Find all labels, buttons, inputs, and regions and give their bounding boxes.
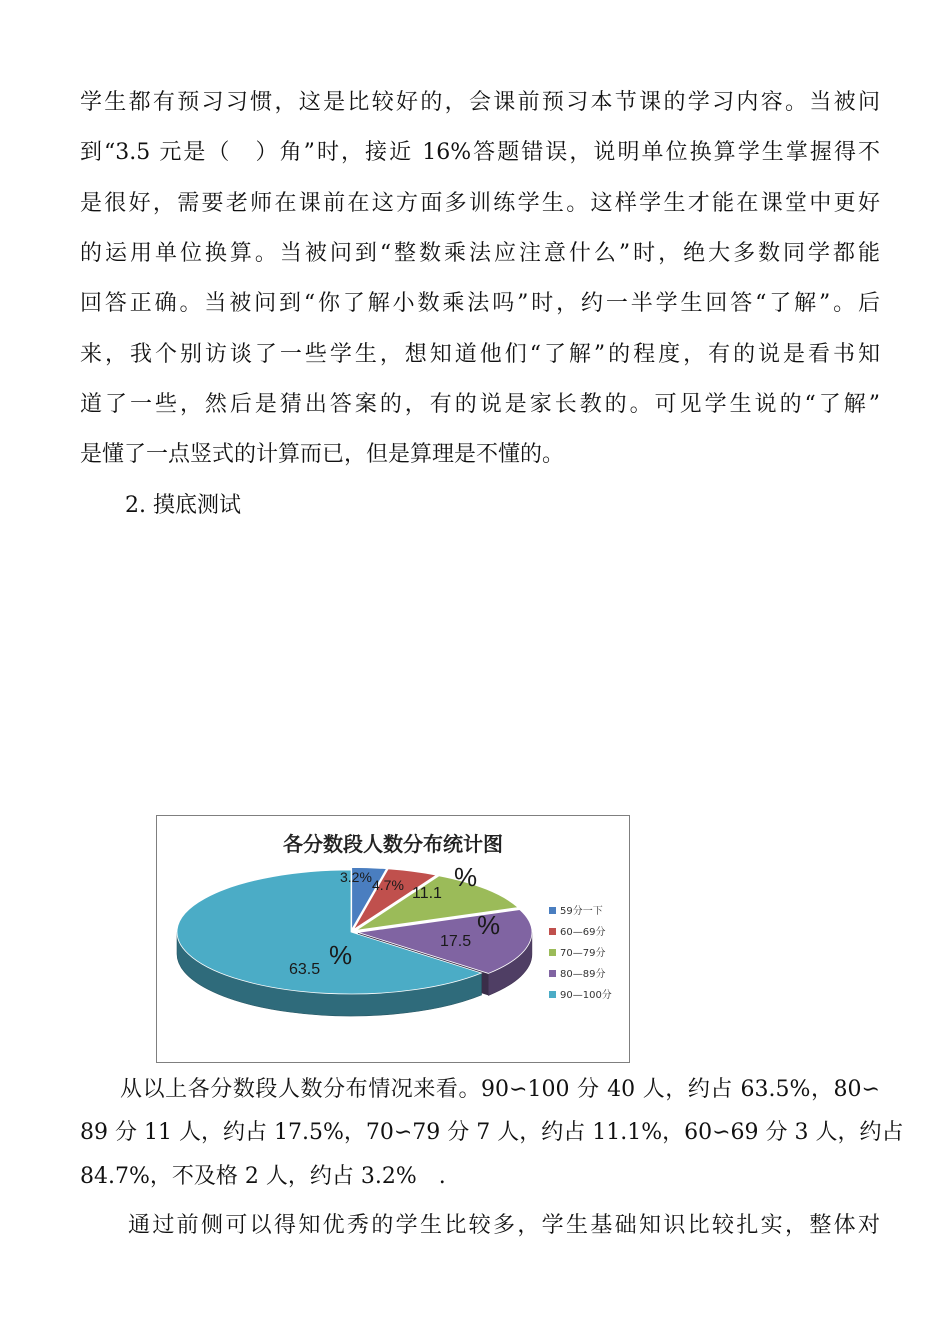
pie-label-percent: %: [454, 862, 478, 892]
paragraph-line: 通过前侧可以得知优秀的学生比较多，学生基础知识比较扎实，整体对: [128, 1213, 880, 1238]
pie-label: 3.2%: [340, 869, 372, 885]
pie-label: 17.5: [440, 933, 472, 950]
pie-chart-svg: [157, 816, 631, 1064]
pie-label: 11.1: [412, 885, 442, 902]
paragraph-line: 是很好，需要老师在课前在这方面多训练学生。这样学生才能在课堂中更好: [80, 191, 880, 216]
legend-label: 90—100分: [560, 990, 612, 1001]
paragraph-line: 是懂了一点竖式的计算而已，但是算理是不懂的。: [80, 442, 565, 467]
legend-swatch: [549, 991, 556, 998]
paragraph-line: 来，我个别访谈了一些学生，想知道他们“了解”的程度，有的说是看书知: [80, 342, 880, 367]
paragraph-line: 从以上各分数段人数分布情况来看。90∽100 分 40 人，约占 63.5%，80∽: [120, 1077, 880, 1102]
chart-title: 各分数段人数分布统计图: [283, 832, 503, 856]
pie-label: 63.5: [289, 961, 321, 978]
pie-chart: [156, 815, 630, 1063]
paragraph-line: 84.7%，不及格 2 人，约占 3.2% .: [80, 1164, 446, 1189]
legend-label: 70—79分: [560, 948, 606, 959]
legend-swatch: [549, 928, 556, 935]
paragraph-line: 学生都有预习习惯，这是比较好的，会课前预习本节课的学习内容。当被问: [80, 90, 880, 115]
paragraph-line: 到“3.5 元是（ ）角”时，接近 16%答题错误，说明单位换算学生掌握得不: [80, 140, 880, 165]
legend-swatch: [549, 949, 556, 956]
legend-swatch: [549, 970, 556, 977]
legend-label: 59分一下: [560, 906, 603, 917]
legend-label: 80—89分: [560, 969, 606, 980]
paragraph-line: 89 分 11 人，约占 17.5%，70∽79 分 7 人，约占 11.1%，60∽69 分 3 人，约占: [80, 1120, 904, 1145]
paragraph-line: 回答正确。当被问到“你了解小数乘法吗”时，约一半学生回答“了解”。后: [80, 291, 880, 316]
pie-label-percent: %: [477, 910, 501, 940]
section-heading: 2. 摸底测试: [125, 493, 241, 518]
pie-label: 4.7%: [372, 877, 404, 893]
legend-swatch: [549, 907, 556, 914]
paragraph-line: 道了一些，然后是猜出答案的，有的说是家长教的。可见学生说的“了解”: [80, 392, 880, 417]
legend-label: 60—69分: [560, 927, 606, 938]
paragraph-line: 的运用单位换算。当被问到“整数乘法应注意什么”时，绝大多数同学都能: [80, 241, 880, 266]
pie-label-percent: %: [329, 940, 353, 970]
